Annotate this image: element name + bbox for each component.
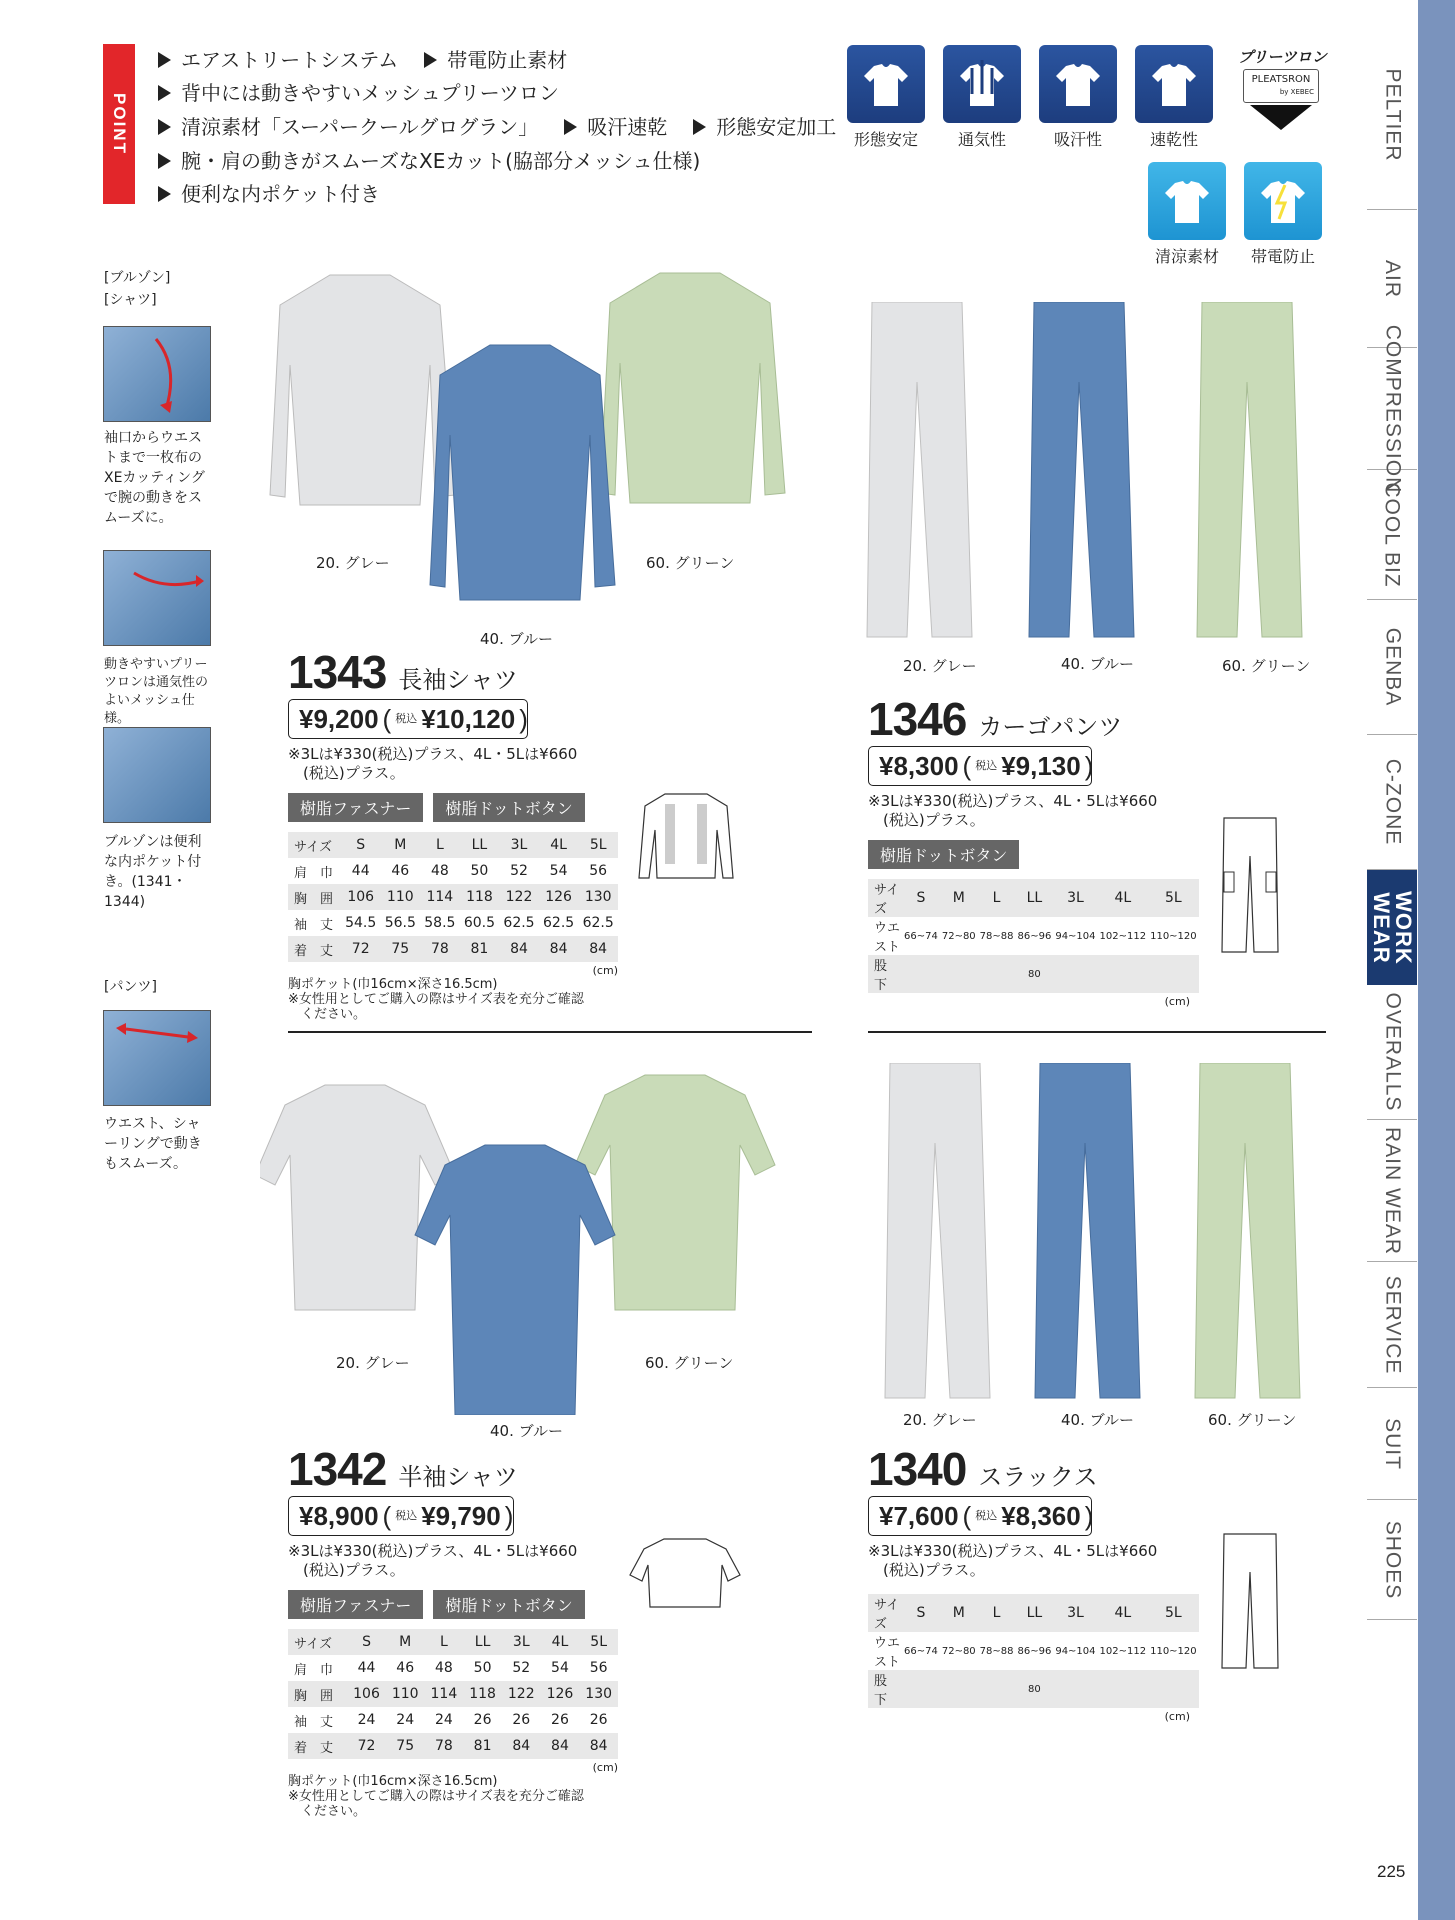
size-note: ※3Lは¥330(税込)プラス、4L・5Lは¥660 (税込)プラス。 <box>288 1542 578 1579</box>
side-tab[interactable] <box>1367 1388 1417 1500</box>
table-cell: ウエスト <box>874 921 901 955</box>
feature-label: 速乾性 <box>1149 130 1198 149</box>
product-number: 1340 <box>868 1443 967 1495</box>
table-row <box>868 1670 1199 1708</box>
side-tab[interactable] <box>1367 1262 1417 1388</box>
triangle-icon <box>1238 103 1324 131</box>
table-cell: 94~104 <box>1055 1645 1096 1657</box>
table-cell <box>978 1670 1016 1708</box>
table-cell: サイズ <box>288 832 341 858</box>
material-tag: 樹脂ドットボタン <box>433 1590 584 1619</box>
table-cell: 56 <box>589 863 608 879</box>
table-cell: 75 <box>380 936 420 962</box>
product-name: カーゴパンツ <box>978 713 1123 741</box>
table-cell <box>902 1670 940 1708</box>
table-cell: L <box>420 832 460 858</box>
ventilation-icon <box>943 45 1021 123</box>
price-box: ¥9,200 ( 税込 ¥10,120 ) <box>288 699 528 739</box>
unit-label: (cm) <box>1164 995 1190 1008</box>
side-tab[interactable] <box>1367 600 1417 735</box>
pants-gray <box>867 302 972 637</box>
table-cell: L <box>978 1594 1016 1632</box>
callout-mesh: 動きやすいプリーツロンは通気性のよいメッシュ仕様。 <box>104 657 209 726</box>
size-table <box>868 1594 1199 1708</box>
table-cell <box>1148 955 1199 993</box>
table-cell: L <box>425 1629 464 1655</box>
table-cell: 26 <box>589 1712 608 1728</box>
product-info-1342 <box>288 1442 618 1819</box>
table-cell: 60.5 <box>463 915 496 931</box>
table-cell: 24 <box>357 1712 376 1728</box>
table-cell: 84 <box>499 936 539 962</box>
callout-pocket: ブルゾンは便利な内ポケット付き。(1341・1344) <box>104 834 202 910</box>
slacks-blue <box>1035 1063 1140 1398</box>
triangle-bullet-icon <box>158 153 171 169</box>
table-cell: 81 <box>463 1733 502 1759</box>
table-cell: 46 <box>391 863 410 879</box>
price-box: ¥7,600 ( 税込 ¥8,360 ) <box>868 1496 1092 1536</box>
table-cell: 3L <box>1053 1594 1097 1632</box>
color-caption: 40. ブルー <box>1061 655 1135 673</box>
detail-photo-pocket <box>103 727 211 823</box>
table-cell: 4L <box>1098 879 1149 917</box>
table-cell: 84 <box>502 1733 541 1759</box>
side-tab-label: PELTIER <box>1381 68 1404 161</box>
table-cell: 4L <box>1098 1594 1149 1632</box>
side-tab[interactable] <box>1367 985 1417 1120</box>
table-cell <box>940 1670 978 1708</box>
table-cell: 3L <box>502 1629 541 1655</box>
side-tab[interactable] <box>1367 20 1417 210</box>
price-with-tax: ¥9,130 <box>1001 750 1081 781</box>
table-cell: 81 <box>460 936 500 962</box>
tax-label: 税込 <box>395 1509 418 1522</box>
left-heading-pants: [パンツ] <box>104 979 157 995</box>
table-cell: 110~120 <box>1150 930 1197 942</box>
color-caption: 40. ブルー <box>1061 1411 1135 1429</box>
arrow-icon <box>104 551 210 645</box>
side-tab[interactable] <box>1367 470 1417 600</box>
price: ¥7,600 <box>879 1500 959 1531</box>
color-caption: 20. グレー <box>903 1411 977 1429</box>
table-cell: 胸 囲 <box>288 1681 347 1707</box>
table-cell: 106 <box>341 884 381 910</box>
side-tab-label: WORK WEAR <box>1369 890 1416 965</box>
shirt-green <box>575 1075 775 1310</box>
product-photo-1340 <box>880 1063 1330 1403</box>
point-text: 腕・肩の動きがスムーズなXEカット(脇部分メッシュ仕様) <box>181 149 701 173</box>
table-cell: 130 <box>578 884 618 910</box>
table-cell: 122 <box>502 1681 541 1707</box>
table-cell: 114 <box>420 884 460 910</box>
arrow-icon <box>104 1011 210 1105</box>
table-cell: 62.5 <box>582 915 614 931</box>
table-cell: 5L <box>579 1629 618 1655</box>
antistatic-icon <box>1244 162 1322 240</box>
table-cell: 56 <box>589 1660 608 1676</box>
table-cell: M <box>940 1594 978 1632</box>
table-cell: 86~96 <box>1017 1645 1052 1657</box>
color-caption: 40. ブルー <box>490 1422 564 1440</box>
point-text: 背中には動きやすいメッシュプリーツロン <box>181 81 559 105</box>
product-info-1340 <box>868 1442 1199 1723</box>
table-row <box>288 1733 618 1759</box>
point-item <box>158 178 380 207</box>
side-tab[interactable] <box>1367 1500 1417 1620</box>
shirt-gray <box>270 275 455 505</box>
footnote: 胸ポケット(巾16cm×深さ16.5cm) ※女性用としてご購入の際はサイズ表を充分ご確認 ください。 <box>288 1774 584 1819</box>
unit-label: (cm) <box>592 1761 618 1774</box>
table-cell: 52 <box>510 863 528 879</box>
table-cell: 袖 丈 <box>294 1714 334 1730</box>
point-item <box>158 77 559 106</box>
table-cell: 80 <box>1016 955 1054 993</box>
table-cell: 52 <box>512 1660 531 1676</box>
table-cell: 5L <box>578 832 618 858</box>
table-cell: 袖 丈 <box>294 917 334 933</box>
page-number: 225 <box>1377 1862 1406 1881</box>
side-tab-label: SUIT <box>1381 1417 1404 1470</box>
table-cell: 3L <box>1053 879 1097 917</box>
table-cell: 122 <box>499 884 539 910</box>
technical-drawing-1342 <box>628 1535 743 1613</box>
table-cell: M <box>386 1629 425 1655</box>
product-info-1343 <box>288 645 618 1022</box>
table-cell: 48 <box>434 1660 453 1676</box>
material-tag: 樹脂ドットボタン <box>433 793 584 822</box>
detail-photo-mesh <box>103 550 211 646</box>
side-tab-label: RAIN WEAR <box>1381 1126 1405 1255</box>
side-tab-label: SERVICE <box>1381 1275 1405 1374</box>
table-cell: 44 <box>357 1660 376 1676</box>
table-row <box>288 1655 618 1681</box>
product-photo-1346 <box>862 302 1332 642</box>
product-name: 半袖シャツ <box>398 1463 518 1491</box>
table-cell: 54.5 <box>345 915 377 931</box>
table-cell: 102~112 <box>1099 1645 1147 1657</box>
point-item <box>158 145 700 174</box>
size-table <box>868 879 1199 993</box>
cool-material-icon <box>1148 162 1226 240</box>
side-tab[interactable] <box>1367 1120 1417 1262</box>
table-cell: 78 <box>420 936 460 962</box>
point-item <box>158 44 567 73</box>
table-row <box>868 1594 1199 1632</box>
color-caption: 20. グレー <box>903 657 977 675</box>
product-number: 1346 <box>868 693 967 745</box>
shirt-blue <box>415 1145 615 1415</box>
table-cell: サイズ <box>868 1594 902 1632</box>
color-caption: 60. グリーン <box>1208 1411 1297 1429</box>
table-cell: 84 <box>541 1733 580 1759</box>
side-tab-label: AIR <box>1380 259 1404 298</box>
left-heading-shirt: [シャツ] <box>104 292 157 308</box>
table-cell: 胸 囲 <box>288 884 341 910</box>
price-with-tax: ¥9,790 <box>421 1500 501 1531</box>
point-text: 便利な内ポケット付き <box>181 182 380 206</box>
table-cell: 94~104 <box>1055 930 1096 942</box>
table-cell: 24 <box>396 1712 415 1728</box>
material-tag: 樹脂ファスナー <box>288 1590 423 1619</box>
side-tab-label: GENBA <box>1381 627 1404 707</box>
table-cell: 50 <box>470 863 489 879</box>
size-table <box>288 1629 618 1759</box>
point-text: 吸汗速乾 <box>587 115 668 139</box>
table-cell: 50 <box>473 1660 492 1676</box>
shirt-gray <box>260 1085 455 1310</box>
table-cell: 62.5 <box>503 915 535 931</box>
triangle-bullet-icon <box>693 119 706 135</box>
color-caption: 40. ブルー <box>480 630 554 648</box>
table-cell: 84 <box>578 936 618 962</box>
triangle-bullet-icon <box>158 186 171 202</box>
point-text: 清涼素材「スーパークールグログラン」 <box>181 115 539 139</box>
price: ¥8,900 <box>299 1500 379 1531</box>
table-cell: 84 <box>539 936 579 962</box>
table-cell: 84 <box>579 1733 618 1759</box>
point-text: 帯電防止素材 <box>447 48 568 72</box>
table-row <box>288 910 618 936</box>
table-cell: 着 丈 <box>288 936 341 962</box>
table-cell: 110~120 <box>1150 1645 1197 1657</box>
table-cell: 114 <box>425 1681 464 1707</box>
unit-label: (cm) <box>1164 1710 1190 1723</box>
table-row <box>868 917 1199 955</box>
table-cell: 86~96 <box>1017 930 1052 942</box>
table-row <box>288 832 618 858</box>
unit-label: (cm) <box>592 964 618 977</box>
feature-label: 形態安定 <box>853 130 918 149</box>
side-tab-label: C-ZONE <box>1381 758 1404 846</box>
table-cell: 24 <box>434 1712 453 1728</box>
price-box: ¥8,300 ( 税込 ¥9,130 ) <box>868 746 1092 786</box>
slacks-green <box>1195 1063 1300 1398</box>
product-number: 1343 <box>288 646 387 698</box>
table-cell: 72~80 <box>941 930 976 942</box>
side-tab[interactable] <box>1367 324 1417 493</box>
table-cell: LL <box>463 1629 502 1655</box>
table-cell: M <box>380 832 420 858</box>
callout-waist: ウエスト、シャーリングで動きもスムーズ。 <box>104 1116 202 1172</box>
table-cell: 肩 巾 <box>294 865 334 881</box>
shirt-green <box>600 273 785 503</box>
table-cell <box>978 955 1016 993</box>
color-caption: 20. グレー <box>336 1354 410 1372</box>
color-caption: 60. グリーン <box>645 1354 734 1372</box>
table-cell: 54 <box>551 1660 569 1676</box>
table-cell <box>1098 955 1149 993</box>
table-cell <box>1053 955 1097 993</box>
table-cell: 72 <box>341 936 381 962</box>
table-cell: 股 下 <box>868 1670 902 1708</box>
table-cell: 股 下 <box>868 955 902 993</box>
table-cell: サイズ <box>868 879 902 917</box>
arrow-icon <box>104 327 210 421</box>
divider <box>868 1031 1326 1033</box>
table-cell: S <box>341 832 381 858</box>
tax-label: 税込 <box>975 759 998 772</box>
product-photo-1343 <box>260 265 820 635</box>
side-decoration-strip <box>1418 0 1455 1920</box>
sweat-absorb-icon <box>1039 45 1117 123</box>
table-row <box>288 936 618 962</box>
left-heading-blouson: [ブルゾン] <box>104 270 171 286</box>
table-cell: LL <box>1016 1594 1054 1632</box>
table-row <box>288 858 618 884</box>
triangle-bullet-icon <box>158 85 171 101</box>
size-note: ※3Lは¥330(税込)プラス、4L・5Lは¥660 (税込)プラス。 <box>868 792 1158 829</box>
table-cell: 48 <box>430 863 449 879</box>
tax-label: 税込 <box>395 712 418 725</box>
feature-label: 清涼素材 <box>1154 247 1219 266</box>
table-cell: M <box>940 879 978 917</box>
size-table <box>288 832 618 962</box>
table-cell: S <box>902 1594 940 1632</box>
table-cell: 5L <box>1148 1594 1199 1632</box>
table-cell: 26 <box>473 1712 492 1728</box>
table-cell: サイズ <box>288 1629 347 1655</box>
table-cell <box>902 955 940 993</box>
detail-photo-waist <box>103 1010 211 1106</box>
table-cell: S <box>347 1629 386 1655</box>
table-cell: 110 <box>386 1681 425 1707</box>
price-with-tax: ¥10,120 <box>421 703 516 734</box>
table-cell: 肩 巾 <box>294 1662 334 1678</box>
table-cell: 54 <box>549 863 568 879</box>
color-caption: 60. グリーン <box>1222 657 1311 675</box>
table-cell: 80 <box>1016 1670 1054 1708</box>
table-cell: 118 <box>460 884 500 910</box>
triangle-bullet-icon <box>158 52 171 68</box>
table-cell <box>1053 1670 1097 1708</box>
table-cell: 102~112 <box>1099 930 1147 942</box>
technical-drawing-1346 <box>1220 816 1280 956</box>
table-cell: ウエスト <box>874 1636 901 1670</box>
point-item <box>158 111 836 140</box>
color-caption: 60. グリーン <box>646 554 735 572</box>
price: ¥8,300 <box>879 750 959 781</box>
table-cell: L <box>978 879 1016 917</box>
shape-stable-icon <box>847 45 925 123</box>
triangle-bullet-icon <box>158 119 171 135</box>
point-text: エアストリートシステム <box>181 48 399 72</box>
color-caption: 20. グレー <box>316 554 390 572</box>
table-cell: 106 <box>347 1681 386 1707</box>
feature-label: 通気性 <box>957 130 1006 149</box>
divider <box>288 1031 812 1033</box>
table-cell: 58.5 <box>424 915 456 931</box>
table-cell: 78 <box>425 1733 464 1759</box>
table-cell: LL <box>1016 879 1054 917</box>
table-cell: 118 <box>463 1681 502 1707</box>
product-number: 1342 <box>288 1443 387 1495</box>
table-row <box>288 1629 618 1655</box>
detail-photo-sleeve <box>103 326 211 422</box>
side-tab[interactable] <box>1367 870 1417 985</box>
table-cell: 26 <box>551 1712 569 1728</box>
price-box: ¥8,900 ( 税込 ¥9,790 ) <box>288 1496 514 1536</box>
table-cell: 126 <box>539 884 579 910</box>
feature-label: 吸汗性 <box>1053 130 1102 149</box>
material-tag: 樹脂ファスナー <box>288 793 423 822</box>
side-tab-label: COMPRESSION <box>1381 324 1404 493</box>
table-cell: S <box>902 879 940 917</box>
table-cell <box>1148 1670 1199 1708</box>
table-cell: 126 <box>541 1681 580 1707</box>
table-cell: 3L <box>499 832 539 858</box>
table-cell: 4L <box>541 1629 580 1655</box>
table-cell: 72 <box>347 1733 386 1759</box>
pants-green <box>1197 302 1302 637</box>
table-cell: 44 <box>351 863 370 879</box>
quick-dry-icon <box>1135 45 1213 123</box>
product-name: スラックス <box>978 1463 1098 1491</box>
table-row <box>868 955 1199 993</box>
table-cell: 26 <box>512 1712 531 1728</box>
table-cell: 78~88 <box>979 1645 1014 1657</box>
table-cell: 着 丈 <box>288 1733 347 1759</box>
technical-drawing-1340 <box>1220 1532 1280 1672</box>
material-tag: 樹脂ドットボタン <box>868 840 1019 869</box>
table-cell: 66~74 <box>904 930 938 942</box>
table-cell: 46 <box>396 1660 415 1676</box>
table-cell <box>1098 1670 1149 1708</box>
point-text: 形態安定加工 <box>716 115 837 139</box>
shirt-blue <box>430 345 615 600</box>
price-with-tax: ¥8,360 <box>1001 1500 1081 1531</box>
technical-drawing-1343 <box>637 790 735 882</box>
product-info-1346 <box>868 692 1199 1008</box>
point-badge: POINT <box>103 44 135 204</box>
table-cell: 75 <box>386 1733 425 1759</box>
table-row <box>288 1681 618 1707</box>
table-cell: 5L <box>1148 879 1199 917</box>
pants-blue <box>1029 302 1134 637</box>
table-row <box>868 1632 1199 1670</box>
pleatsron-logo: プリーツロン PLEATSRON by XEBEC <box>1238 46 1324 146</box>
table-cell: LL <box>460 832 500 858</box>
table-cell: 130 <box>579 1681 618 1707</box>
table-row <box>288 884 618 910</box>
table-cell: 66~74 <box>904 1645 938 1657</box>
slacks-gray <box>885 1063 990 1398</box>
size-note: ※3Lは¥330(税込)プラス、4L・5Lは¥660 (税込)プラス。 <box>288 745 578 782</box>
feature-label: 帯電防止 <box>1250 247 1315 266</box>
table-cell: 4L <box>539 832 579 858</box>
side-tab-label: OVERALLS <box>1381 992 1405 1112</box>
table-cell: 78~88 <box>979 930 1014 942</box>
size-note: ※3Lは¥330(税込)プラス、4L・5Lは¥660 (税込)プラス。 <box>868 1542 1158 1579</box>
table-row <box>868 879 1199 917</box>
footnote: 胸ポケット(巾16cm×深さ16.5cm) ※女性用としてご購入の際はサイズ表を充分ご確認 ください。 <box>288 977 584 1022</box>
table-cell: 62.5 <box>543 915 575 931</box>
triangle-bullet-icon <box>424 52 437 68</box>
table-cell: 56.5 <box>384 915 416 931</box>
product-name: 長袖シャツ <box>398 666 518 694</box>
table-cell: 110 <box>380 884 420 910</box>
table-row <box>288 1707 618 1733</box>
side-tab[interactable] <box>1367 735 1417 870</box>
side-tab-label: SHOES <box>1381 1520 1404 1599</box>
callout-xe-cut: 袖口からウエストまで一枚布のXEカッティングで腕の動きをスムーズに。 <box>104 430 205 526</box>
side-tab-label: COOL BIZ <box>1381 481 1404 588</box>
triangle-bullet-icon <box>564 119 577 135</box>
table-cell: 72~80 <box>941 1645 976 1657</box>
tax-label: 税込 <box>975 1509 998 1522</box>
table-cell <box>940 955 978 993</box>
price: ¥9,200 <box>299 703 379 734</box>
